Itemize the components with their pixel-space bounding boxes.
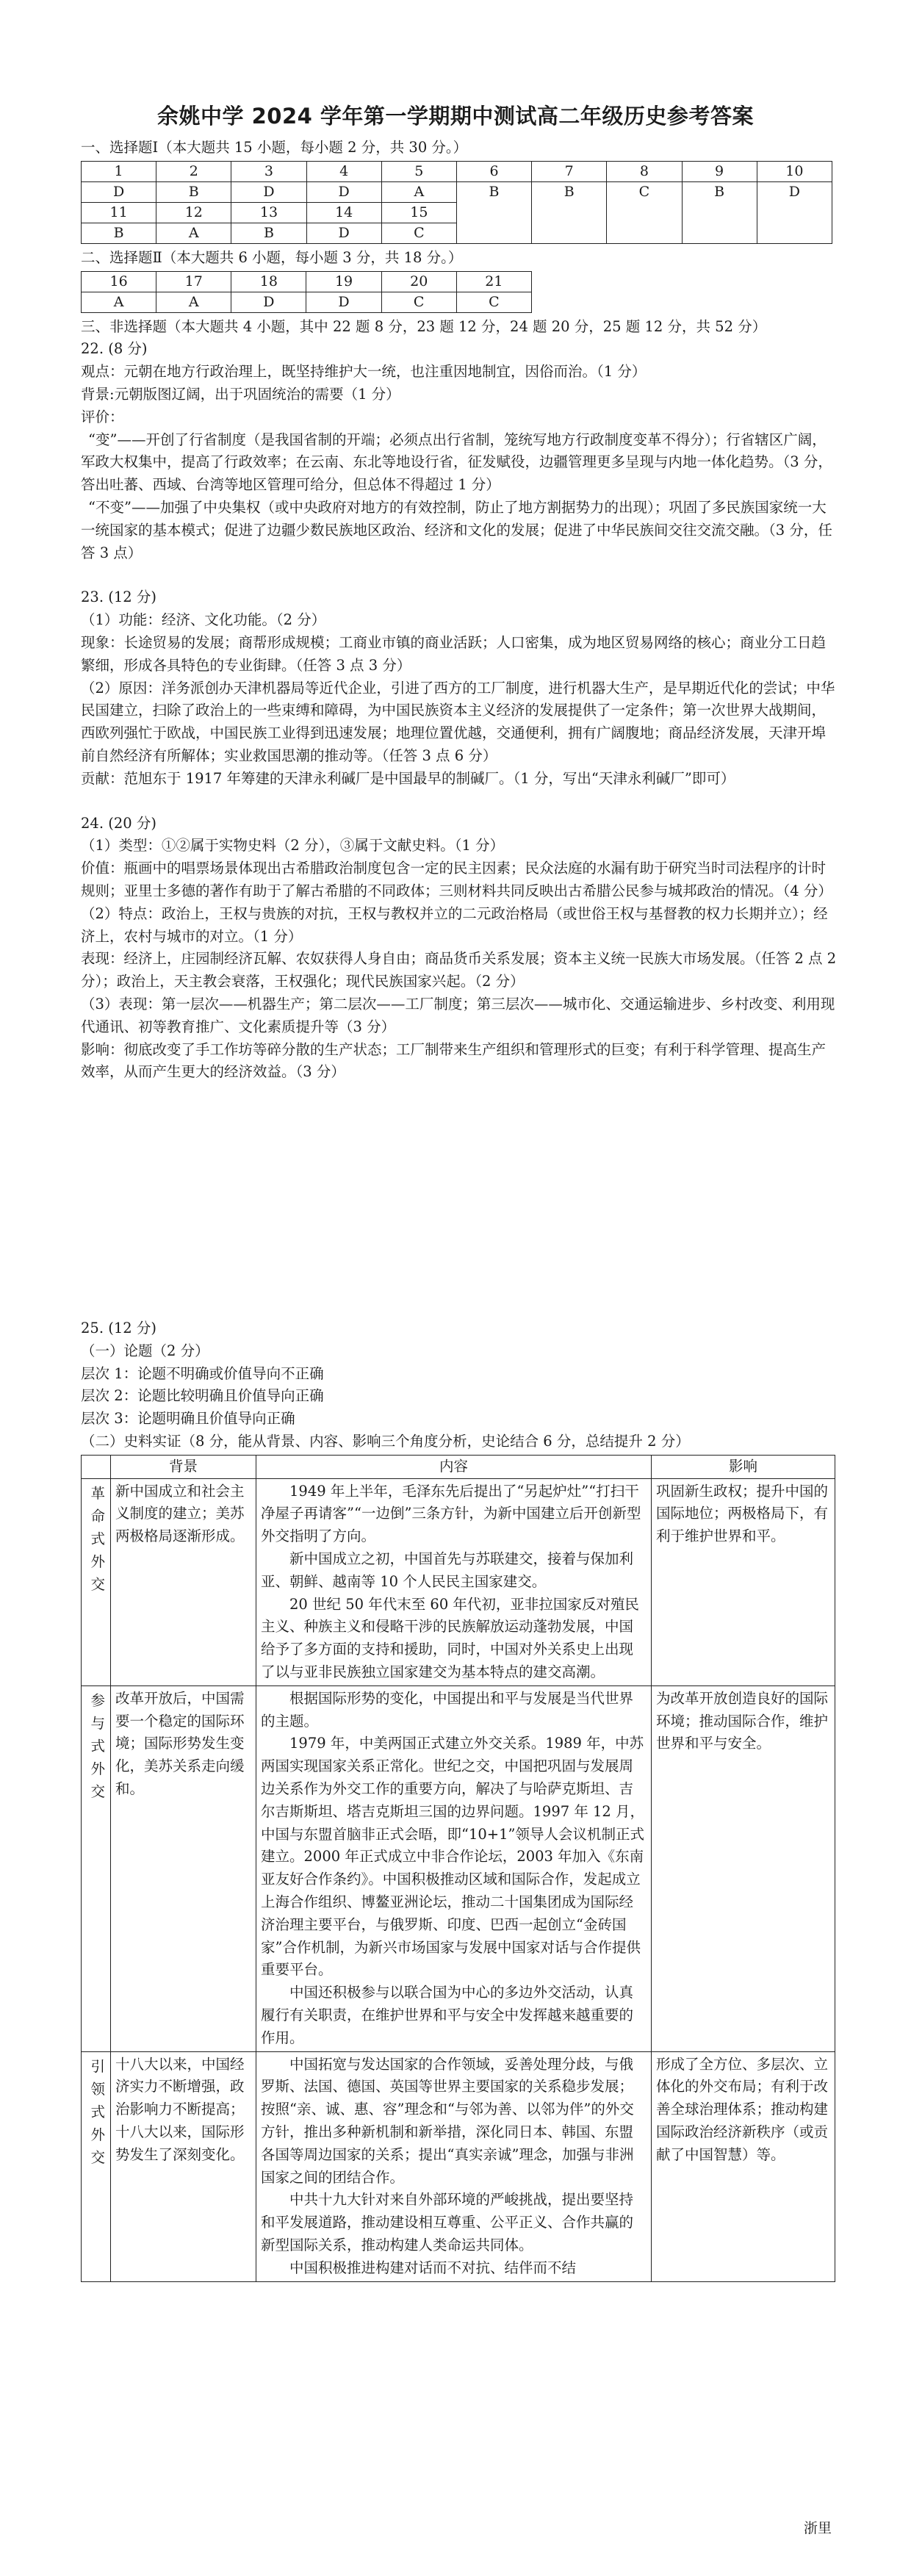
question-number: 15 [381,202,456,223]
q24-line: （1）类型：①②属于实物史料（2 分），③属于文献史料。（1 分） [81,837,505,855]
table-row [82,181,832,202]
row-impact: 形成了全方位、多层次、立体化的外交布局；有利于改善全球治理体系；推动构建国际政治经济新秩序（或贡献了中国智慧）等。 [652,2051,835,2281]
q22-line: “变”——开创了行省制度（是我国省制的开端；必须点出行省制，笼统写地方行政制度变革不得分）；行省辖区广阔，军政大权集中，提高了行政效率；在云南、东北等地设行省，征发赋役，边疆管理更多呈现与内地一体化趋势。（3 分，答出吐蕃、西域、台湾等地区管理可给分，但总体不得超过 1 分） [81,431,832,494]
answer-cell: D [231,181,306,202]
blank-space [81,1084,838,1317]
answer-cell: B [532,181,607,243]
header-category [82,1455,111,1478]
answer-cell: B [231,223,306,243]
row-background: 改革开放后，中国需要一个稳定的国际环境；国际形势发生变化，美苏关系走向缓和。 [111,1685,256,2051]
q25-level: 层次 3：论题明确且价值导向正确 [81,1410,295,1428]
question-number: 7 [532,161,607,181]
q24-line: 影响：彻底改变了手工作坊等碎分散的生产状态；工厂制带来生产组织和管理形式的巨变；有利于科学管理、提高生产效率，从而产生更大的经济效益。（3 分） [81,1040,827,1081]
answer-cell: D [306,181,381,202]
answer-cell: D [82,181,156,202]
q25-label: 25. (12 分) [81,1320,156,1337]
q25-level: 层次 1：论题不明确或价值导向不正确 [81,1364,324,1382]
question-number: 1 [82,161,156,181]
table-header-row [82,1455,835,1478]
section1-answer-table [81,161,832,244]
diplomacy-table [81,1455,835,2282]
question-number: 10 [757,161,832,181]
q23-line: （2）原因：洋务派创办天津机器局等近代企业，引进了西方的工厂制度，进行机器大生产，是早期近代化的尝试；中华民国建立，扫除了政治上的一些束缚和障碍，为中国民族资本主义经济的发展提供了一定条件；第一次世界大战期间，西欧列强忙于欧战，中国民族工业得到迅速发展；地理位置优越，交通便利，拥有广阔腹地；商品经济发展，天津开埠前自然经济有所解体；实业救国思潮的推动等。（任答 3 点 6 分） [81,679,835,764]
answer-cell: D [306,292,381,312]
content-paragraph: 1979 年，中美两国正式建立外交关系。1989 年，中苏两国实现国家关系正常化。世纪之交，中国把巩固与发展周边关系作为外交工作的重要方向，解决了与哈萨克斯坦、吉尔吉斯斯坦、塔吉克斯坦三国的边界问题。1997 年 12 月，中国与东盟首脑非正式会晤，即“10+1”领导人会议机制正式建立。2000 年正式成立中非合作论坛，2003 年加入《东南亚友好合作条约》。中国积极推动区域和国际合作，发起成立上海合作组织、博鳌亚洲论坛，推动二十国集团成为国际经济治理主要平台，与俄罗斯、印度、巴西一起创立“金砖国家”合作机制，为新兴市场国家与发展中国家对话与合作提供重要平台。 [261,1735,645,1979]
q23-line: （1）功能：经济、文化功能。（2 分） [81,611,326,629]
question-number: 9 [682,161,757,181]
answer-cell: A [82,292,156,312]
row-category: 革命式外交 [90,1484,106,1593]
row-content [256,1478,652,1685]
table-row [82,1478,835,1685]
answer-cell: B [456,181,531,243]
q24-line: （3）表现：第一层次——机器生产；第二层次——工厂制度；第三层次——城市化、交通运输进步、乡村改变、利用现代通讯、初等教育推广、文化素质提升等（3 分） [81,995,835,1035]
section3-heading: 三、非选择题（本大题共 4 小题，其中 22 题 8 分，23 题 12 分，24 题 20 分，25 题 12 分，共 52 分） [81,317,767,335]
content-paragraph: 中国积极推进构建对话而不对抗、结伴而不结 [289,2259,577,2276]
answer-cell: C [456,292,531,312]
question-number: 3 [231,161,306,181]
answer-content [81,137,838,2282]
question-number: 2 [156,161,231,181]
table-row [82,292,532,312]
table-row [82,161,832,181]
q23-line: 现象：长途贸易的发展；商帮形成规模；工商业市镇的商业活跃；人口密集，成为地区贸易网络的核心；商业分工日趋繁细，形成各具特色的专业街肆。（任答 3 点 3 分） [81,633,827,674]
question-number: 12 [156,202,231,223]
q25-part1-heading: （一）论题（2 分） [81,1342,209,1359]
section2-heading: 二、选择题Ⅱ（本大题共 6 小题，每小题 3 分，共 18 分。） [81,248,463,266]
row-content [256,1685,652,2051]
answer-cell: A [381,181,456,202]
q23-label: 23. (12 分) [81,589,156,606]
question-number: 6 [456,161,531,181]
content-paragraph: 中共十九大针对来自外部环境的严峻挑战，提出要坚持和平发展道路，推动建设相互尊重、公平正义、合作共赢的新型国际关系，推动构建人类命运共同体。 [261,2191,634,2253]
answer-cell: B [682,181,757,243]
answer-cell: B [156,181,231,202]
row-background: 新中国成立和社会主义制度的建立；美苏两极格局逐渐形成。 [111,1478,256,1685]
question-number: 16 [82,271,156,292]
content-paragraph: 1949 年上半年，毛泽东先后提出了“另起炉灶”“打扫干净屋子再请客”“一边倒”三条方针，为新中国建立后开创新型外交指明了方向。 [261,1482,641,1545]
question-number: 13 [231,202,306,223]
question-number: 5 [381,161,456,181]
answer-cell: A [156,223,231,243]
header-background: 背景 [111,1455,256,1478]
content-paragraph: 20 世纪 50 年代末至 60 年代初，亚非拉国家反对殖民主义、种族主义和侵略干涉的民族解放运动蓬勃发展，中国给予了多方面的支持和援助，同时，中国对外关系史上出现了以与亚非民族独立国家建交为基本特点的建交高潮。 [261,1595,639,1681]
section2-answer-table [81,271,532,313]
answer-cell: C [381,292,456,312]
question-number: 4 [306,161,381,181]
page-title: 余姚中学 2024 学年第一学期期中测试高二年级历史参考答案 [157,104,754,129]
row-impact: 为改革开放创造良好的国际环境；推动国际合作，维护世界和平与安全。 [652,1685,835,2051]
q24-line: 价值：瓶画中的唱票场景体现出古希腊政治制度包含一定的民主因素；民众法庭的水漏有助于研究当时司法程序的计时规则；亚里士多德的著作有助于了解古希腊的不同政体；三则材料共同反映出古希腊公民参与城邦政治的情况。（4 分） [81,860,832,899]
q22-line: 观点：元朝在地方行政治理上，既坚持维护大一统，也注重因地制宜，因俗而治。（1 分） [81,363,647,381]
q22-line: 评价： [81,408,124,425]
q23-line: 贡献：范旭东于 1917 年筹建的天津永利碱厂是中国最早的制碱厂。（1 分，写出“天津永利碱厂”即可） [81,769,735,787]
answer-cell: C [381,223,456,243]
row-content [256,2051,652,2281]
table-row [82,2051,835,2281]
footer-mark: 浙里 [803,2520,832,2536]
section1-heading: 一、选择题Ⅰ（本大题共 15 小题，每小题 2 分，共 30 分。） [81,139,468,156]
answer-cell: D [306,223,381,243]
row-category: 参与式外交 [90,1691,106,1800]
table-row [82,1685,835,2051]
header-impact: 影响 [652,1455,835,1478]
content-paragraph: 中国还积极参与以联合国为中心的多边外交活动，认真履行有关职责，在维护世界和平与安全中发挥越来越重要的作用。 [261,1984,634,2046]
question-number: 8 [607,161,682,181]
q25-level: 层次 2：论题比较明确且价值导向正确 [81,1387,324,1405]
row-background: 十八大以来，中国经济实力不断增强，政治影响力不断提高；十八大以来，国际形势发生了深刻变化。 [111,2051,256,2281]
answer-cell: C [607,181,682,243]
q22-label: 22. (8 分) [81,340,148,358]
answer-cell: D [757,181,832,243]
q24-line: 表现：经济上，庄园制经济瓦解、农奴获得人身自由；商品货币关系发展；资本主义统一民族大市场发展。（任答 2 点 2 分）；政治上，天主教会衰落，王权强化；现代民族国家兴起。（2 分） [81,950,837,990]
q22-line: “不变”——加强了中央集权（或中央政府对地方的有效控制，防止了地方割据势力的出现）；巩固了多民族国家统一大一统国家的基本模式；促进了边疆少数民族地区政治、经济和文化的发展；促进了中华民族间交往交流交融。（3 分，任答 3 点） [81,498,832,561]
answer-cell: B [82,223,156,243]
question-number: 14 [306,202,381,223]
content-paragraph: 新中国成立之初，中国首先与苏联建交，接着与保加利亚、朝鲜、越南等 10 个人民民主国家建交。 [261,1550,634,1590]
question-number: 20 [381,271,456,292]
answer-cell: A [156,292,231,312]
answer-cell: D [231,292,306,312]
question-number: 17 [156,271,231,292]
question-number: 11 [82,202,156,223]
question-number: 18 [231,271,306,292]
content-paragraph: 中国拓宽与发达国家的合作领域，妥善处理分歧，与俄罗斯、法国、德国、英国等世界主要国家的关系稳步发展；按照“亲、诚、惠、容”理念和“与邻为善、以邻为伴”的外交方针，推出多种新机制和新举措，深化同日本、韩国、东盟各国等周边国家的关系；提出“真实亲诚”理念，加强与非洲国家之间的团结合作。 [261,2055,634,2186]
q24-label: 24. (20 分) [81,814,156,832]
question-number: 19 [306,271,381,292]
content-paragraph: 根据国际形势的变化，中国提出和平与发展是当代世界的主题。 [261,1689,634,1730]
table-row [82,271,532,292]
q25-part2-heading: （二）史料实证（8 分，能从背景、内容、影响三个角度分析，史论结合 6 分，总结提升 2 分） [81,1433,690,1450]
row-category: 引领式外交 [90,2057,106,2166]
header-content: 内容 [256,1455,652,1478]
q22-line: 背景:元朝版图辽阔，出于巩固统治的需要（1 分） [81,385,400,403]
row-impact: 巩固新生政权；提升中国的国际地位；两极格局下，有利于维护世界和平。 [652,1478,835,1685]
question-number: 21 [456,271,531,292]
q24-line: （2）特点：政治上，王权与贵族的对抗，王权与教权并立的二元政治格局（或世俗王权与基督教的权力长期并立）；经济上，农村与城市的对立。（1 分） [81,904,828,945]
